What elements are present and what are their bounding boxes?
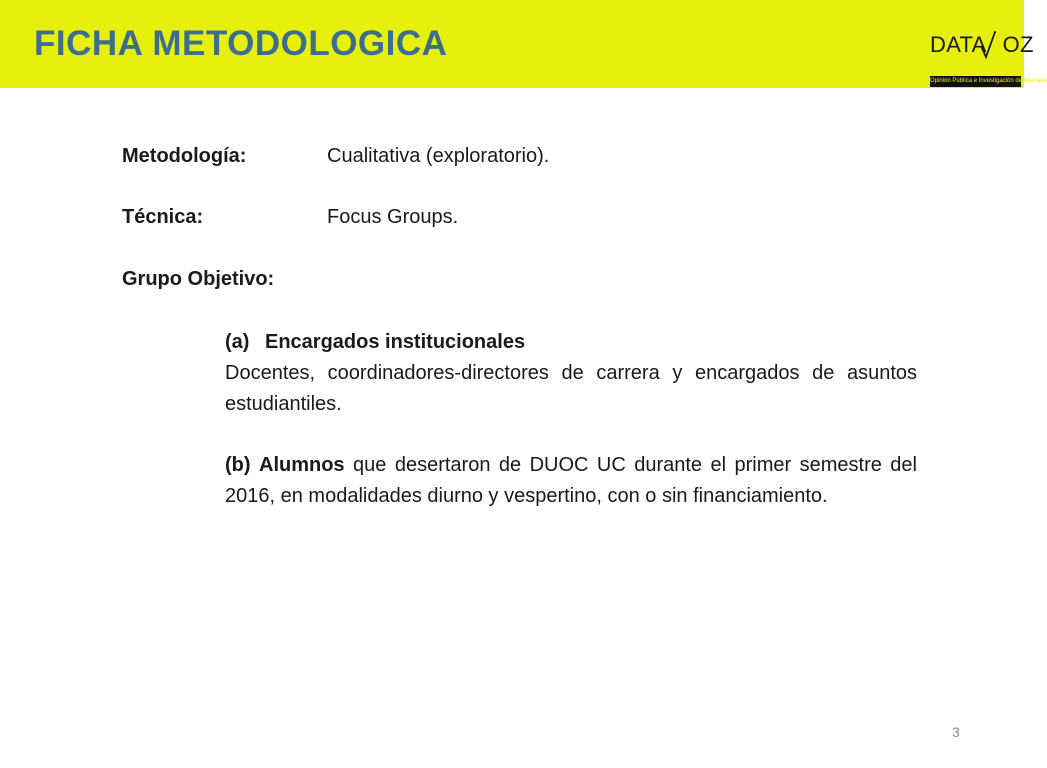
- group-a-marker: (a): [225, 331, 250, 353]
- header-bar: [0, 0, 1047, 88]
- target-group-label: Grupo Objetivo:: [122, 268, 275, 290]
- group-b: [225, 450, 917, 512]
- logo-tagline: Opinión Pública e Investigación de Mercado: [930, 76, 1021, 87]
- group-b-description: que desertaron de DUOC UC durante el primer semestre del 2016, en modalidades diurno y vespertino, con o sin financiamiento.: [225, 454, 917, 507]
- group-b-marker: (b): [225, 454, 251, 476]
- slide-title: FICHA METODOLOGICA: [34, 24, 448, 63]
- group-a: [225, 327, 917, 420]
- group-a-description: Docentes, coordinadores-directores de carrera y encargados de asuntos estudiantiles.: [225, 362, 917, 415]
- datavoz-logo: [928, 30, 1047, 88]
- page-number: 3: [952, 724, 960, 740]
- group-b-title: Alumnos: [259, 454, 345, 476]
- group-a-heading: [225, 327, 917, 358]
- group-a-title: Encargados institucionales: [265, 331, 526, 353]
- logo-radical-v-icon: [980, 30, 996, 60]
- methodology-value: Cualitativa (exploratorio).: [327, 145, 550, 167]
- logo-wordmark: DATA OZ: [930, 32, 1034, 57]
- technique-label: Técnica:: [122, 206, 204, 228]
- technique-value: Focus Groups.: [327, 206, 459, 228]
- methodology-label: Metodología:: [122, 145, 247, 167]
